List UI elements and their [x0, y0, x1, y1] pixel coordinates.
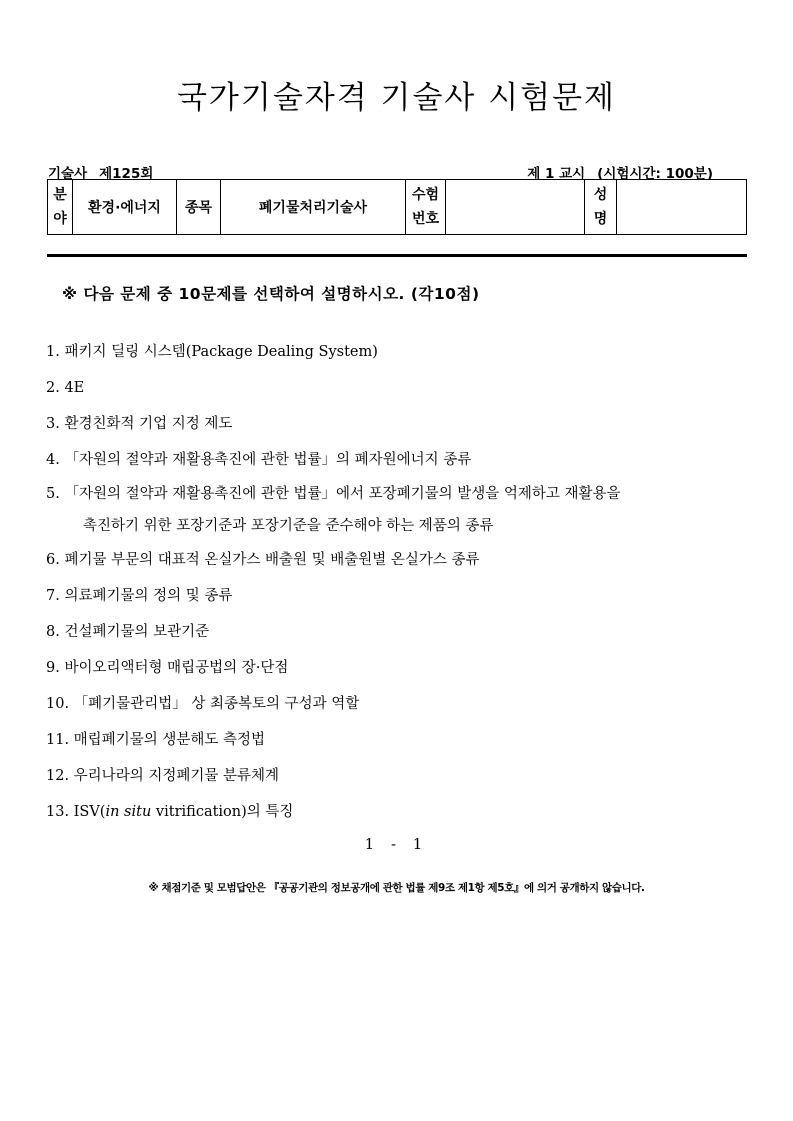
- question-text: 4E: [64, 380, 85, 396]
- question-number: 7.: [46, 588, 60, 604]
- exam-info-table: [47, 179, 747, 235]
- name-field[interactable]: [617, 180, 747, 235]
- question-item: [46, 478, 756, 542]
- field-value-cell: 환경·에너지: [73, 180, 177, 235]
- footnote: ※ 채점기준 및 모범답안은 『공공기관의 정보공개에 관한 법률 제9조 제1항 제5호』에 의거 공개하지 않습니다.: [148, 882, 645, 894]
- item-label-cell: 종목: [177, 180, 221, 235]
- question-number: 10.: [46, 696, 70, 712]
- question-item: [46, 542, 756, 578]
- name-label-bottom: 명: [593, 211, 608, 227]
- field-label-bottom: 야: [53, 211, 67, 227]
- question-text: 「폐기물관리법」 상 최종복토의 구성과 역할: [73, 696, 360, 712]
- question-number: 5.: [46, 486, 60, 502]
- question-item: [46, 686, 756, 722]
- question-text-post: vitrification)의 특징: [151, 804, 294, 820]
- question-text: 건설폐기물의 보관기준: [64, 624, 210, 640]
- name-label-cell: [585, 180, 617, 235]
- question-item: [46, 370, 756, 406]
- question-number: 6.: [46, 552, 60, 568]
- question-number: 3.: [46, 416, 60, 432]
- page-title: 국가기술자격 기술사 시험문제: [176, 80, 616, 116]
- exam-no-label-top: 수험: [411, 187, 440, 203]
- question-item: [46, 442, 756, 478]
- question-number: 1.: [46, 344, 60, 360]
- question-text: 환경친화적 기업 지정 제도: [64, 416, 233, 432]
- name-label-top: 성: [593, 187, 608, 203]
- field-label-cell: [48, 180, 73, 235]
- question-text: 「자원의 절약과 재활용촉진에 관한 법률」의 폐자원에너지 종류: [64, 452, 472, 468]
- question-text-italic: in situ: [105, 804, 152, 820]
- question-number: 9.: [46, 660, 60, 676]
- instruction-text: ※ 다음 문제 중 10문제를 선택하여 설명하시오. (각10점): [62, 285, 480, 303]
- exam-no-label-cell: [406, 180, 446, 235]
- question-text-continued: 촉진하기 위한 포장기준과 포장기준을 준수해야 하는 제품의 종류: [83, 518, 494, 534]
- question-item: [46, 614, 756, 650]
- page-number: 1 - 1: [364, 835, 429, 853]
- question-number: 8.: [46, 624, 60, 640]
- question-text: 의료폐기물의 정의 및 종류: [64, 588, 233, 604]
- session-label: 제 1 교시: [527, 166, 586, 182]
- exam-no-label-bottom: 번호: [411, 211, 440, 227]
- question-item: [46, 578, 756, 614]
- question-text: 「자원의 절약과 재활용촉진에 관한 법률」에서 포장폐기물의 발생을 억제하고 재활용을: [64, 486, 621, 502]
- item-value-cell: 폐기물처리기술사: [221, 180, 406, 235]
- question-item: [46, 794, 756, 830]
- question-text-pre: ISV(: [73, 804, 106, 820]
- question-item: [46, 334, 756, 370]
- divider-line: [47, 254, 747, 257]
- question-text: 우리나라의 지정폐기물 분류체계: [73, 768, 279, 784]
- question-number: 13.: [46, 804, 70, 820]
- question-item: [46, 758, 756, 794]
- field-label-top: 분: [53, 187, 67, 203]
- exam-no-field[interactable]: [446, 180, 585, 235]
- question-item: [46, 722, 756, 758]
- round-label: 제125회: [99, 166, 154, 182]
- question-number: 12.: [46, 768, 70, 784]
- question-text: 패키지 딜링 시스템(Package Dealing System): [64, 344, 378, 360]
- exam-time-label: (시험시간: 100분): [597, 166, 713, 182]
- question-item: [46, 650, 756, 686]
- category-label: 기술사: [48, 166, 88, 182]
- question-number: 2.: [46, 380, 60, 396]
- question-item: [46, 406, 756, 442]
- question-number: 11.: [46, 732, 70, 748]
- question-text: 폐기물 부문의 대표적 온실가스 배출원 및 배출원별 온실가스 종류: [64, 552, 480, 568]
- question-list: [46, 334, 756, 830]
- question-number: 4.: [46, 452, 60, 468]
- question-text: 바이오리액터형 매립공법의 장·단점: [64, 660, 289, 676]
- question-text: 매립폐기물의 생분해도 측정법: [73, 732, 265, 748]
